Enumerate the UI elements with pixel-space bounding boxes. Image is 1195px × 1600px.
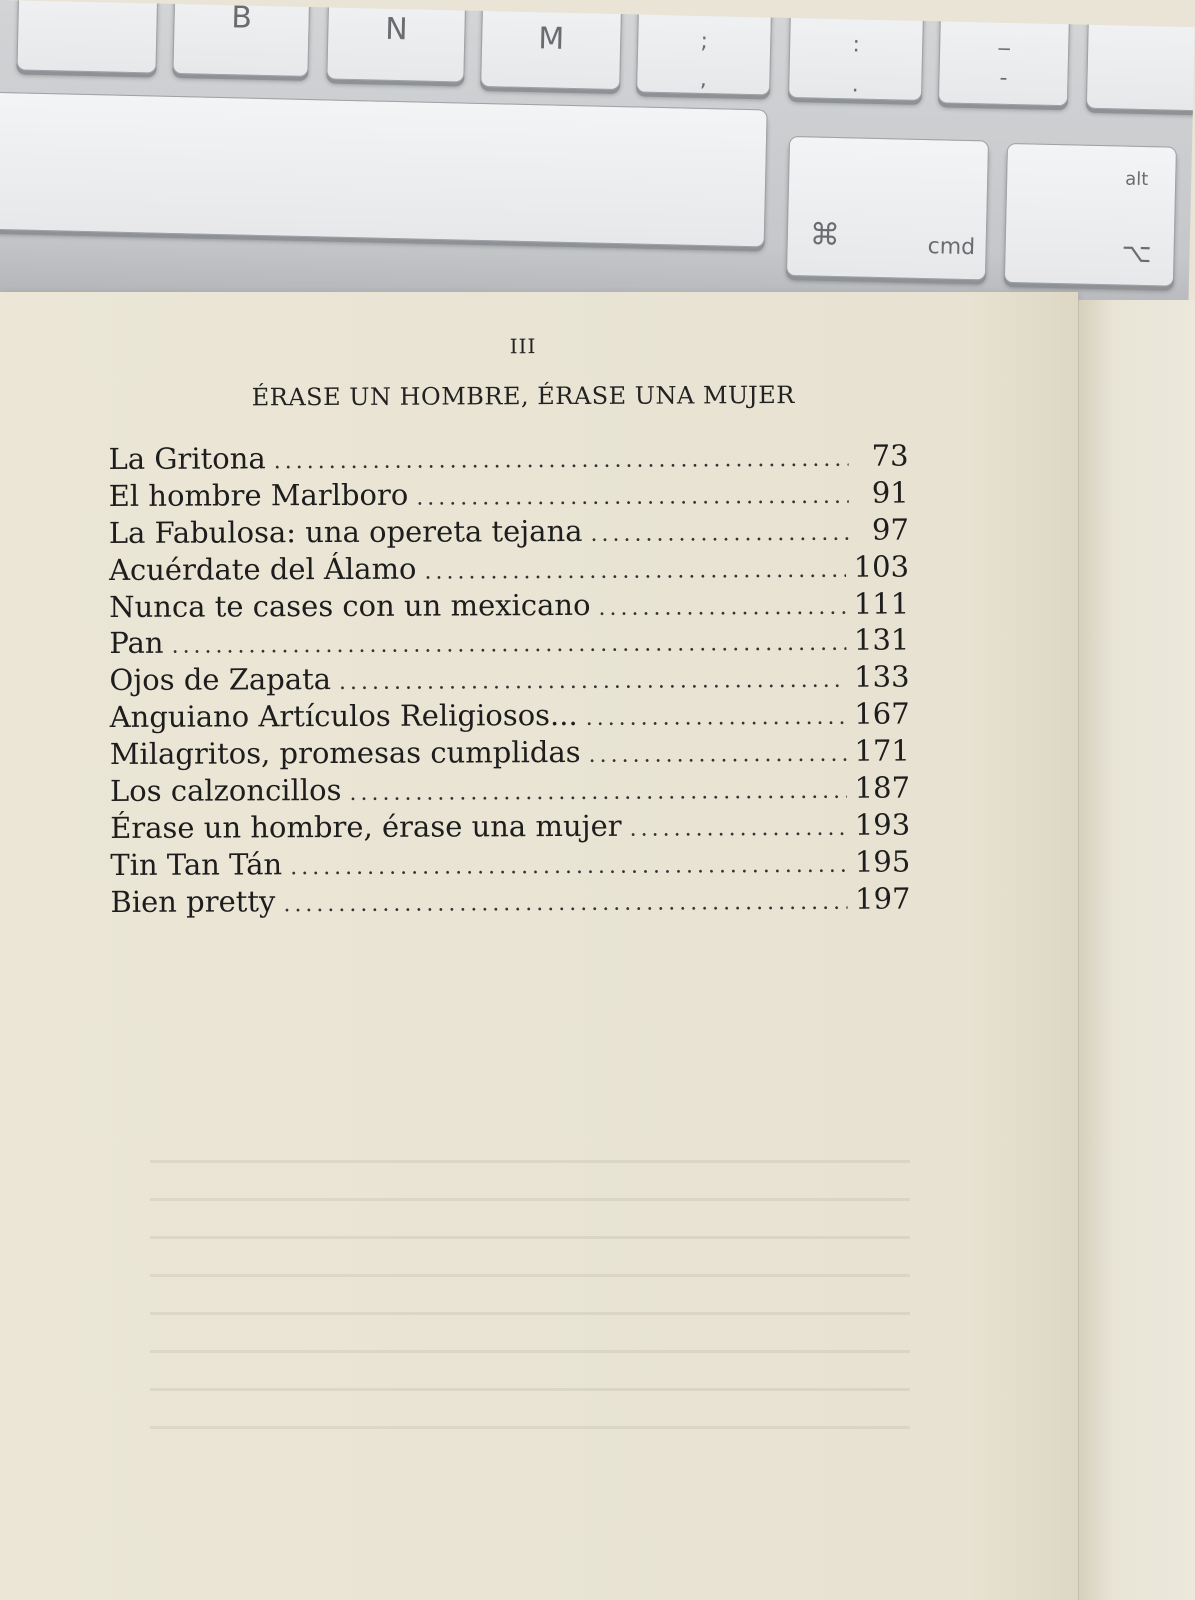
toc-entry: [109, 512, 909, 552]
key-label-top: _: [998, 25, 1011, 51]
toc-entry-page: 91: [871, 475, 909, 510]
key-label: N: [384, 11, 409, 48]
key-m[interactable]: [480, 0, 623, 90]
toc-entry-title: Anguiano Artículos Religiosos...: [109, 698, 578, 735]
toc-entry-page: 197: [855, 881, 911, 916]
key-label-bottom: ,: [699, 66, 708, 93]
toc-entry-title: Ojos de Zapata: [109, 662, 332, 698]
toc-list: [108, 439, 910, 922]
section-number: III: [509, 334, 537, 359]
toc-entry: [110, 697, 910, 737]
toc-entry: [109, 475, 909, 515]
key-cmd[interactable]: [786, 136, 989, 281]
leader-dots: [586, 705, 847, 731]
leader-dots: [598, 594, 845, 620]
toc-entry: [108, 439, 908, 479]
toc-entry: [110, 881, 910, 921]
toc-entry-page: 111: [853, 586, 910, 621]
cmd-icon: ⌘: [809, 217, 841, 254]
toc-entry-page: 195: [854, 844, 911, 879]
toc-entry: [109, 549, 909, 589]
key-label-bottom: -: [999, 65, 1008, 91]
leader-dots: [424, 557, 845, 584]
toc-entry-title: Pan: [109, 626, 164, 661]
toc-entry: [109, 660, 909, 700]
leader-dots: [349, 779, 846, 806]
key-label: M: [537, 21, 565, 57]
toc-entry-page: 97: [871, 512, 909, 547]
toc-entry-page: 73: [871, 438, 909, 473]
leader-dots: [590, 521, 848, 547]
key-b[interactable]: [172, 0, 310, 77]
bleed-through-text: [150, 1160, 910, 1460]
toc-entry-title: El hombre Marlboro: [108, 477, 409, 513]
key-colon[interactable]: [788, 0, 925, 101]
toc-entry-page: 187: [854, 770, 911, 805]
toc-entry-page: 133: [854, 659, 910, 695]
toc-entry: [109, 586, 909, 626]
option-icon: ⌥: [1121, 238, 1152, 270]
toc-entry-title: Acuérdate del Álamo: [108, 551, 417, 587]
toc-entry-page: 193: [854, 807, 911, 842]
toc-entry: [110, 771, 910, 811]
key-label: cmd: [927, 234, 976, 261]
key-label: B: [230, 0, 253, 36]
toc-entry-title: Los calzoncillos: [109, 773, 342, 809]
leader-dots: [171, 631, 846, 659]
key-shift-right[interactable]: [1086, 0, 1195, 112]
key-label: alt: [1124, 168, 1149, 191]
key-alt[interactable]: [1004, 143, 1177, 287]
toc-entry-page: 103: [853, 549, 910, 584]
key-semicolon[interactable]: [636, 0, 773, 95]
toc-entry: [109, 623, 909, 663]
toc-entry: [110, 807, 910, 847]
toc-entry: [110, 734, 910, 774]
leader-dots: [283, 889, 847, 916]
toc-entry: [110, 844, 910, 884]
leader-dots: [339, 668, 846, 695]
key-v[interactable]: [16, 0, 158, 74]
table-of-contents: [108, 333, 911, 922]
leader-dots: [630, 816, 847, 842]
key-label-top: ;: [700, 28, 709, 55]
leader-dots: [589, 742, 847, 768]
next-page-edge: [1078, 300, 1195, 1600]
toc-entry-title: Milagritos, promesas cumplidas: [109, 735, 581, 772]
toc-entry-title: Érase un hombre, érase una mujer: [110, 808, 622, 845]
key-label-top: :: [852, 32, 861, 58]
key-n[interactable]: [326, 0, 466, 83]
toc-entry-title: La Fabulosa: una opereta tejana: [108, 513, 583, 550]
toc-entry-title: La Gritona: [108, 441, 266, 476]
toc-entry-title: Nunca te cases con un mexicano: [109, 587, 591, 624]
leader-dots: [274, 447, 849, 475]
space-bar[interactable]: [0, 92, 768, 248]
key-label-bottom: .: [851, 72, 860, 98]
toc-entry-title: Bien pretty: [110, 883, 276, 919]
toc-entry-title: Tin Tan Tán: [110, 847, 283, 882]
leader-dots: [290, 853, 847, 880]
leader-dots: [416, 484, 849, 511]
toc-entry-page: 167: [854, 696, 910, 731]
key-dash[interactable]: [938, 0, 1071, 106]
toc-entry-page: 131: [853, 622, 910, 658]
section-title: ÉRASE UN HOMBRE, ÉRASE UNA MUJER: [251, 381, 795, 412]
toc-entry-page: 171: [854, 733, 910, 768]
